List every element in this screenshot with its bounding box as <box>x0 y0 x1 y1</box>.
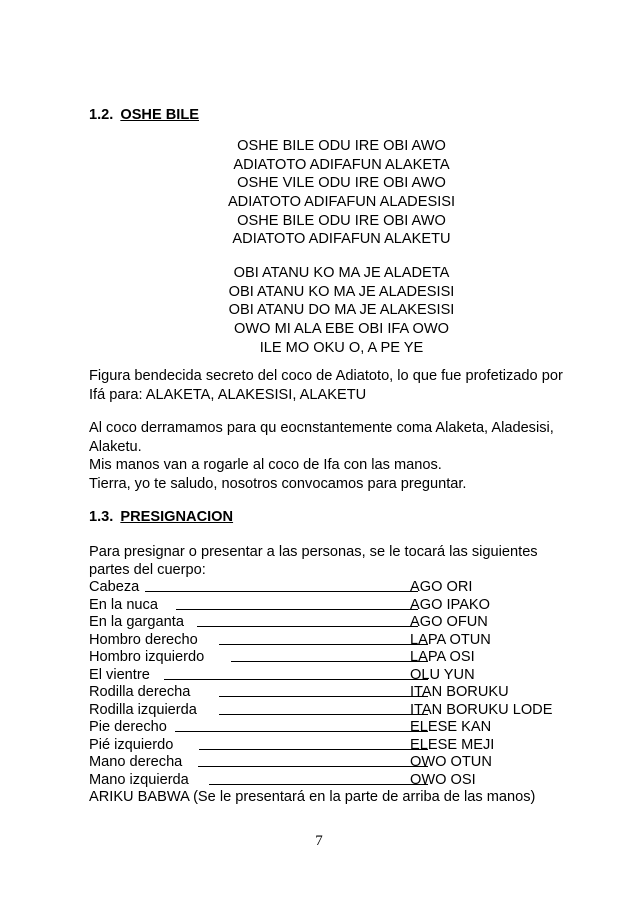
body-part-row <box>89 737 589 755</box>
body-part-value: AGO IPAKO <box>410 596 491 613</box>
body-part-row <box>89 579 589 597</box>
body-part-value: LAPA OSI <box>410 649 475 665</box>
verse-block-2 <box>200 264 483 357</box>
body-part-row <box>89 719 589 737</box>
body-part-row <box>89 632 589 650</box>
fill-line <box>209 784 428 785</box>
fill-line <box>219 644 428 645</box>
body-part-label: Hombro izquierdo <box>89 649 205 665</box>
verse-block-1 <box>200 137 483 249</box>
fill-line <box>199 749 428 750</box>
body-part-value: OWO OTUN <box>410 754 492 770</box>
body-part-label: En la nuca <box>89 596 158 613</box>
verse-line: OBI ATANU KO MA JE ALADESISI <box>228 283 455 300</box>
paragraph-line: Mis manos van a rogarle al coco de Ifa con las manos. <box>89 457 442 474</box>
body-part-value: OWO OSI <box>410 771 476 788</box>
fill-line <box>164 679 428 680</box>
verse-line: ADIATOTO ADIFAFUN ALAKETA <box>233 156 450 173</box>
presignacion-intro <box>89 544 589 579</box>
paragraph-line: Figura bendecida secreto del coco de Adiatoto, lo que fue profetizado por <box>89 368 563 384</box>
body-part-label: Rodilla derecha <box>89 684 191 700</box>
body-part-value: ITAN BORUKU <box>410 684 509 700</box>
body-part-label: Hombro derecho <box>89 631 198 648</box>
verse-line: ADIATOTO ADIFAFUN ALADESISI <box>227 194 456 211</box>
body-part-label: En la garganta <box>89 614 184 630</box>
verse-line: OSHE BILE ODU IRE OBI AWO <box>237 212 446 229</box>
body-part-row <box>89 614 589 632</box>
section-number: 1.2. <box>89 107 114 123</box>
body-part-value: ELESE MEJI <box>410 736 495 753</box>
body-part-row <box>89 772 589 790</box>
paragraph-1 <box>89 367 589 404</box>
body-part-row <box>89 667 589 685</box>
page-number: 7 <box>315 833 323 849</box>
paragraph-line: Al coco derramamos para qu eocnstantemente coma Alaketa, Aladesisi, <box>89 420 554 436</box>
body-part-label: Mano derecha <box>89 754 183 770</box>
verse-line: ADIATOTO ADIFAFUN ALAKETU <box>232 231 451 248</box>
verse-line: OSHE BILE ODU IRE OBI AWO <box>237 138 446 154</box>
body-part-value: ITAN BORUKU LODE <box>410 701 553 718</box>
fill-line <box>219 714 428 715</box>
body-part-label: Pie derecho <box>89 719 167 735</box>
verse-line: ILE MO OKU O, A PE YE <box>259 339 424 356</box>
fill-line <box>176 609 418 610</box>
section-title: OSHE BILE <box>120 107 199 123</box>
body-part-label: Cabeza <box>89 579 140 595</box>
paragraph-line: partes del cuerpo: <box>89 561 206 578</box>
body-part-value: AGO ORI <box>410 579 473 595</box>
paragraph-line: Tierra, yo te saludo, nosotros convocamos para preguntar. <box>89 475 467 492</box>
fill-line <box>231 661 428 662</box>
fill-line <box>197 626 418 627</box>
body-part-row <box>89 597 589 615</box>
section-heading-1-2 <box>89 107 199 124</box>
body-part-value: ELESE KAN <box>410 719 492 735</box>
paragraph-2 <box>89 419 589 493</box>
fill-line <box>219 696 428 697</box>
paragraph-line: Alaketu. <box>89 438 142 455</box>
closing-line: ARIKU BABWA (Se le presentará en la parte de arriba de las manos) <box>89 789 536 805</box>
verse-line: OSHE VILE ODU IRE OBI AWO <box>237 175 446 192</box>
body-part-value: OLU YUN <box>410 666 475 683</box>
fill-line <box>145 591 418 592</box>
paragraph-line: Ifá para: ALAKETA, ALAKESISI, ALAKETU <box>89 386 367 403</box>
fill-line <box>175 731 428 732</box>
verse-line: OWO MI ALA EBE OBI IFA OWO <box>234 321 449 338</box>
body-part-label: Pié izquierdo <box>89 736 174 753</box>
section-heading-1-3 <box>89 509 233 526</box>
section-title: PRESIGNACION <box>120 509 234 525</box>
body-part-label: Mano izquierda <box>89 771 189 788</box>
body-part-value: AGO OFUN <box>410 614 488 630</box>
verse-line: OBI ATANU KO MA JE ALADETA <box>233 265 450 281</box>
body-part-row <box>89 684 589 702</box>
body-part-row <box>89 702 589 720</box>
verse-line: OBI ATANU DO MA JE ALAKESISI <box>228 302 455 319</box>
body-part-label: Rodilla izquierda <box>89 701 197 718</box>
paragraph-line: Para presignar o presentar a las personas, se le tocará las siguientes <box>89 544 538 560</box>
body-part-row <box>89 754 589 772</box>
body-part-value: LAPA OTUN <box>410 631 491 648</box>
body-part-label: El vientre <box>89 666 150 683</box>
body-part-row <box>89 649 589 667</box>
fill-line <box>198 766 428 767</box>
section-number: 1.3. <box>89 509 114 525</box>
